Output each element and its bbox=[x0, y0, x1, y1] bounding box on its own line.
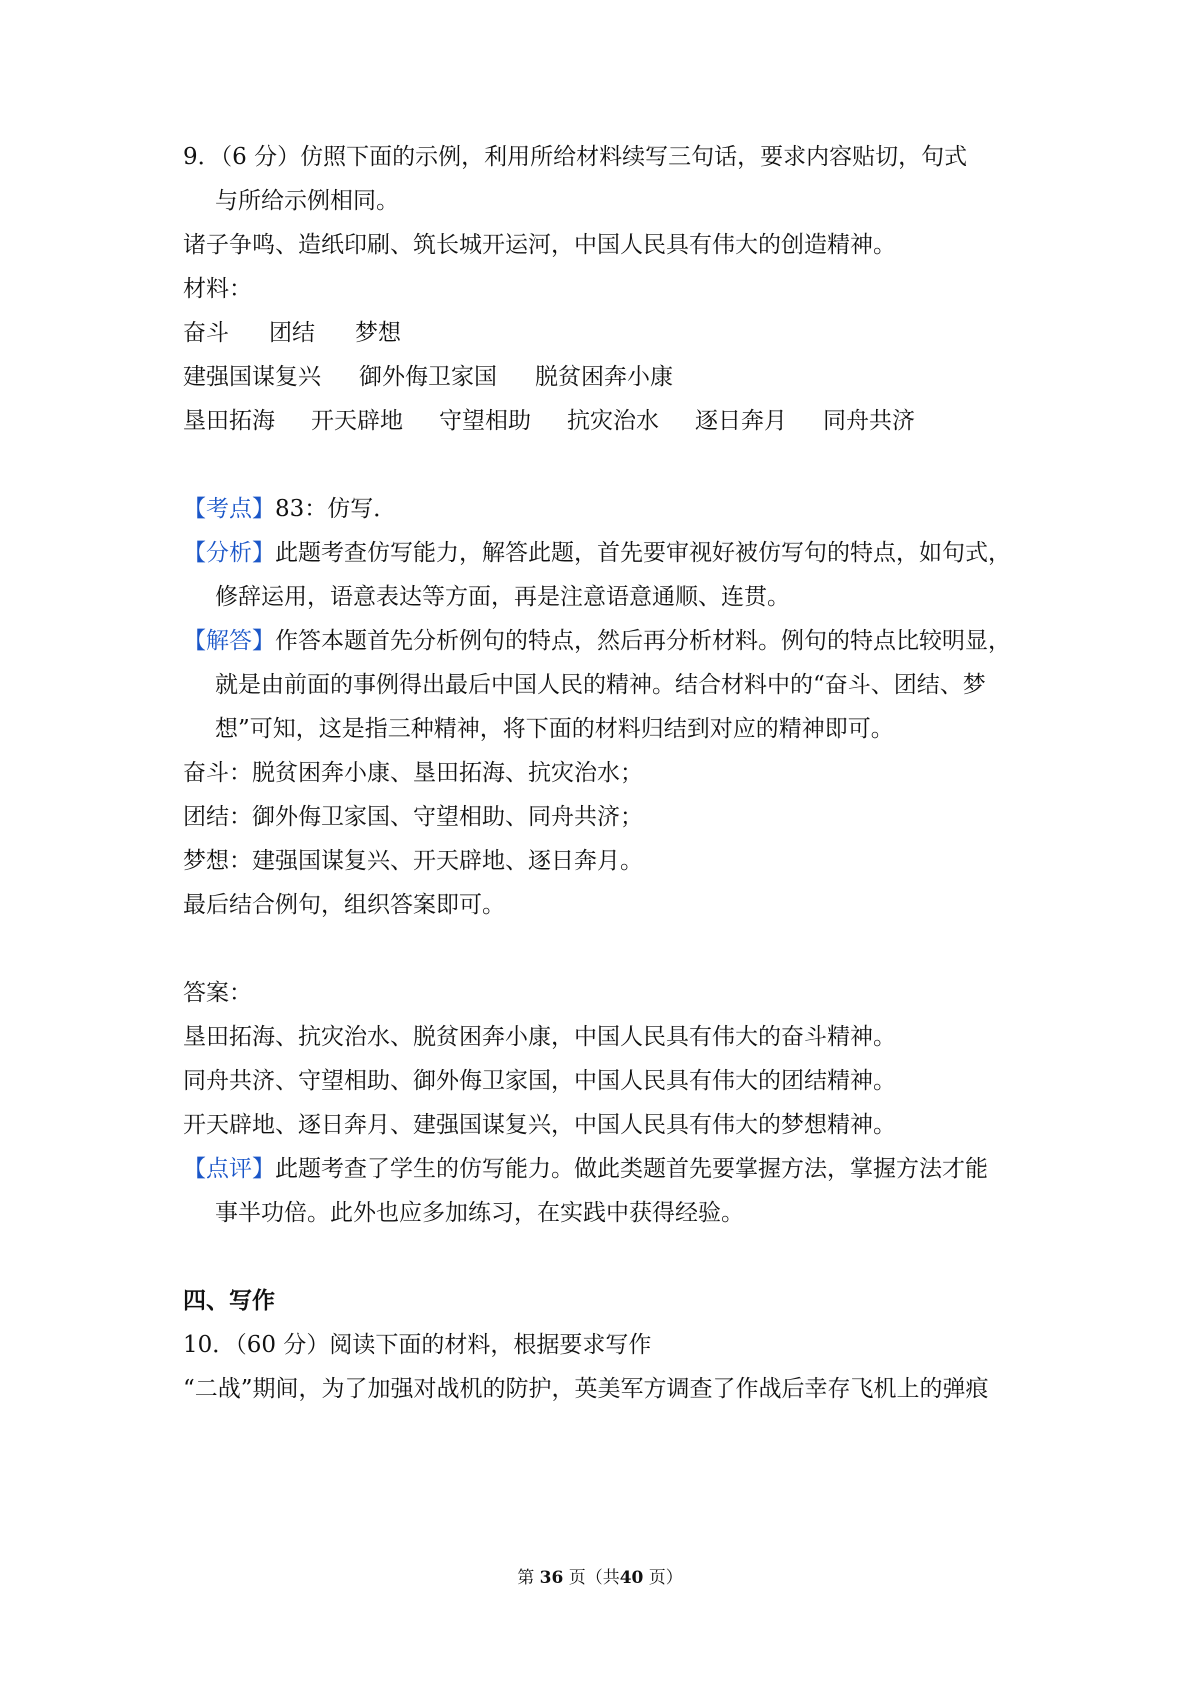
q9-material-label: 材料： bbox=[183, 276, 252, 302]
jieda-fendou: 奋斗：脱贫困奔小康、垦田拓海、抗灾治水； bbox=[183, 760, 643, 786]
material-item: 守望相助 bbox=[439, 408, 531, 434]
material-item: 抗灾治水 bbox=[567, 408, 659, 434]
page-footer bbox=[0, 1566, 1200, 1590]
q9-line2: 与所给示例相同。 bbox=[215, 188, 399, 214]
fenxi-tag: 【分析】 bbox=[183, 540, 275, 566]
fenxi-line2: 修辞运用，语意表达等方面，再是注意语意通顺、连贯。 bbox=[215, 584, 790, 610]
material-item: 垦田拓海 bbox=[183, 408, 275, 434]
footer-total-pages: 40 bbox=[619, 1568, 644, 1588]
dianping-tag: 【点评】 bbox=[183, 1156, 275, 1182]
material-item: 开天辟地 bbox=[311, 408, 403, 434]
jieda-line3: 想”可知，这是指三种精神，将下面的材料归结到对应的精神即可。 bbox=[215, 716, 894, 742]
footer-pre: 第 bbox=[517, 1568, 535, 1588]
material-item: 同舟共济 bbox=[823, 408, 915, 434]
fenxi-text: 此题考查仿写能力，解答此题，首先要审视好被仿写句的特点，如句式， bbox=[275, 540, 1011, 566]
material-item: 建强国谋复兴 bbox=[183, 364, 321, 390]
answer-line1: 垦田拓海、抗灾治水、脱贫困奔小康，中国人民具有伟大的奋斗精神。 bbox=[183, 1024, 896, 1050]
kaodian-text: 83：仿写． bbox=[275, 496, 397, 522]
jieda-mengxiang: 梦想：建强国谋复兴、开天辟地、逐日奔月。 bbox=[183, 848, 643, 874]
material-item: 奋斗 bbox=[183, 320, 229, 346]
jieda-tuanjie: 团结：御外侮卫家国、守望相助、同舟共济； bbox=[183, 804, 643, 830]
jieda-tag: 【解答】 bbox=[183, 628, 275, 654]
dianping-line2: 事半功倍。此外也应多加练习，在实践中获得经验。 bbox=[215, 1200, 744, 1226]
jieda-line2: 就是由前面的事例得出最后中国人民的精神。结合材料中的“奋斗、团结、梦 bbox=[215, 672, 986, 698]
material-item: 逐日奔月 bbox=[695, 408, 787, 434]
kaodian bbox=[183, 493, 1033, 525]
jieda-text: 作答本题首先分析例句的特点，然后再分析材料。例句的特点比较明显， bbox=[275, 628, 1011, 654]
material-item: 梦想 bbox=[355, 320, 401, 346]
fenxi-line1 bbox=[183, 537, 1033, 569]
material-item: 脱贫困奔小康 bbox=[535, 364, 673, 390]
material-item: 团结 bbox=[269, 320, 315, 346]
material-item: 御外侮卫家国 bbox=[359, 364, 497, 390]
jieda-line1 bbox=[183, 625, 1033, 657]
q9-example: 诸子争鸣、造纸印刷、筑长城开运河，中国人民具有伟大的创造精神。 bbox=[183, 232, 896, 258]
footer-page-number: 36 bbox=[539, 1568, 564, 1588]
material-row-1 bbox=[183, 317, 1033, 349]
footer-mid: 页（共 bbox=[568, 1568, 620, 1588]
answer-label: 答案： bbox=[183, 980, 252, 1006]
jieda-last: 最后结合例句，组织答案即可。 bbox=[183, 892, 505, 918]
footer-post: 页） bbox=[648, 1568, 683, 1588]
q9-line1: 9．（6 分）仿照下面的示例，利用所给材料续写三句话，要求内容贴切，句式 bbox=[183, 144, 968, 170]
kaodian-tag: 【考点】 bbox=[183, 496, 275, 522]
section-heading: 四、写作 bbox=[183, 1287, 275, 1314]
dianping-text: 此题考查了学生的仿写能力。做此类题首先要掌握方法，掌握方法才能 bbox=[275, 1156, 988, 1182]
q10-title: 10．（60 分）阅读下面的材料，根据要求写作 bbox=[183, 1332, 652, 1358]
dianping-line1 bbox=[183, 1153, 1033, 1185]
q10-text: “二战”期间，为了加强对战机的防护，英美军方调查了作战后幸存飞机上的弹痕 bbox=[183, 1376, 989, 1402]
answer-line3: 开天辟地、逐日奔月、建强国谋复兴，中国人民具有伟大的梦想精神。 bbox=[183, 1112, 896, 1138]
material-row-2 bbox=[183, 361, 1033, 393]
material-row-3 bbox=[183, 405, 1033, 437]
answer-line2: 同舟共济、守望相助、御外侮卫家国，中国人民具有伟大的团结精神。 bbox=[183, 1068, 896, 1094]
